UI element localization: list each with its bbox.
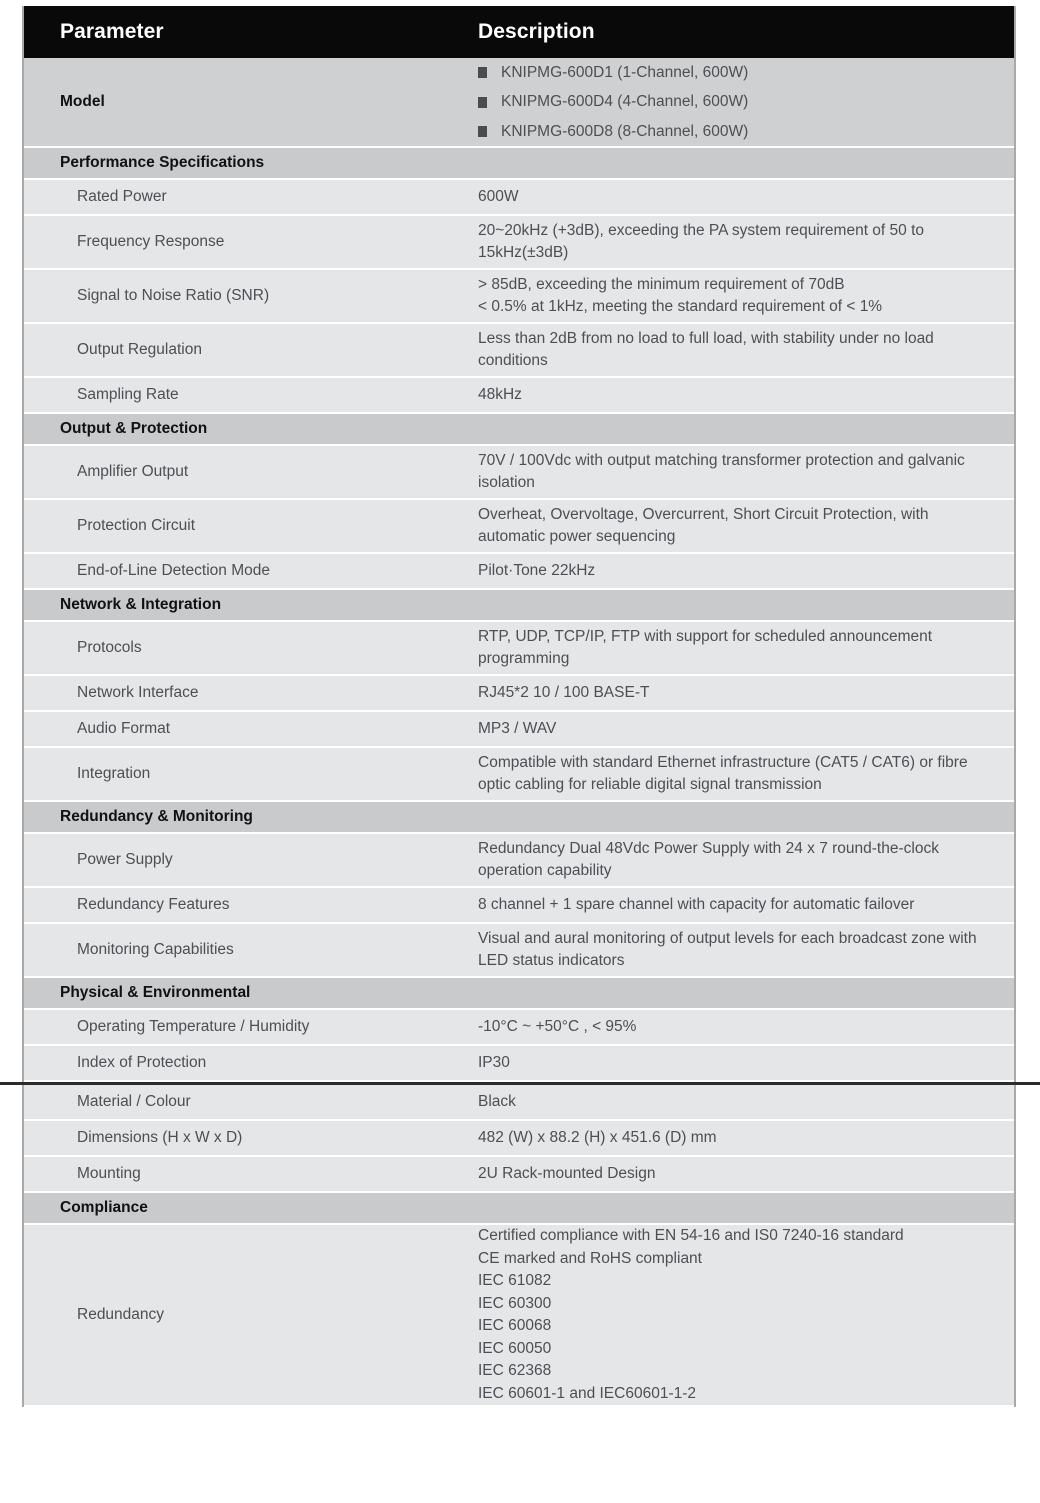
section-header-row (24, 414, 1014, 446)
list-item (478, 87, 988, 116)
row-value-line: CE marked and RoHS compliant (478, 1249, 702, 1267)
row-label: Signal to Noise Ratio (SNR) (77, 287, 270, 305)
row-value-line: IEC 60050 (478, 1339, 552, 1357)
row-value (478, 450, 1014, 495)
table-row (24, 180, 1014, 216)
table-row (24, 888, 1014, 924)
row-value-line: RTP, UDP, TCP/IP, FTP with support for scheduled announcement programming (478, 627, 933, 668)
row-value-line: 600W (478, 188, 519, 206)
section-title: Redundancy & Monitoring (60, 808, 253, 826)
table-row (24, 1010, 1014, 1046)
table-row (24, 216, 1014, 270)
row-value (478, 186, 1014, 208)
table-row (24, 1157, 1014, 1193)
table-row (24, 924, 1014, 978)
model-name: KNIPMG-600D8 (8-Channel, 600W) (501, 122, 749, 140)
row-value (478, 1052, 1014, 1074)
row-label: Integration (77, 765, 151, 783)
row-value (478, 274, 1014, 319)
model-list (478, 58, 988, 146)
row-value (478, 504, 1014, 549)
row-value-line: -10°C ~ +50°C , < 95% (478, 1018, 637, 1036)
row-value-line: 482 (W) x 88.2 (H) x 451.6 (D) mm (478, 1129, 717, 1147)
row-value (478, 838, 1014, 883)
row-label: Dimensions (H x W x D) (77, 1129, 243, 1147)
table-row (24, 554, 1014, 590)
row-label: Rated Power (77, 188, 167, 206)
row-label: Material / Colour (77, 1093, 191, 1111)
row-label: Sampling Rate (77, 386, 179, 404)
model-name: KNIPMG-600D1 (1-Channel, 600W) (501, 64, 749, 81)
row-value-line: IEC 60601-1 and IEC60601-1-2 (478, 1384, 697, 1402)
section-header-row (24, 802, 1014, 834)
row-value-model (478, 58, 1014, 146)
table-row (24, 1046, 1014, 1082)
square-bullet-icon (478, 97, 487, 108)
row-value-line: Redundancy Dual 48Vdc Power Supply with 24 x 7 round-the-clock operation capability (478, 839, 939, 880)
row-value-line: Less than 2dB from no load to full load, with stability under no load conditions (478, 329, 934, 370)
row-value-line: 20~20kHz (+3dB), exceeding the PA system requirement of 50 to 15kHz(±3dB) (478, 221, 925, 262)
table-row (24, 324, 1014, 378)
row-label: Output Regulation (77, 341, 202, 359)
square-bullet-icon (478, 126, 487, 137)
section-header-row (24, 1193, 1014, 1225)
row-value (478, 384, 1014, 406)
row-value-line: IEC 62368 (478, 1362, 552, 1380)
table-row-model (24, 58, 1014, 148)
row-label: Index of Protection (77, 1054, 207, 1072)
table-row (24, 1121, 1014, 1157)
table-row (24, 378, 1014, 414)
row-value (478, 1225, 1014, 1405)
section-title: Compliance (60, 1199, 148, 1217)
list-item (478, 58, 988, 87)
row-label: Power Supply (77, 851, 173, 869)
row-value (478, 752, 1014, 797)
row-value-line: IP30 (478, 1054, 510, 1072)
row-value-line: IEC 61082 (478, 1272, 552, 1290)
section-header-row (24, 590, 1014, 622)
row-value-line: Compatible with standard Ethernet infrastructure (CAT5 / CAT6) or fibre optic cabling for reliable digital signal transmission (478, 753, 968, 794)
row-value-line: Visual and aural monitoring of output levels for each broadcast zone with LED status indicators (478, 929, 977, 970)
section-header-row (24, 148, 1014, 180)
list-item (478, 117, 988, 146)
table-row (24, 712, 1014, 748)
row-value (478, 1016, 1014, 1038)
section-title: Output & Protection (60, 420, 208, 438)
row-value-line: Black (478, 1093, 516, 1111)
row-label: Protection Circuit (77, 517, 196, 535)
row-label: Monitoring Capabilities (77, 941, 234, 959)
table-header-row (24, 6, 1014, 58)
section-header-row (24, 978, 1014, 1010)
row-label: Frequency Response (77, 233, 225, 251)
row-value (478, 682, 1014, 704)
table-row (24, 1225, 1014, 1407)
row-value-line: Pilot·Tone 22kHz (478, 562, 596, 580)
row-value (478, 894, 1014, 916)
row-label: Network Interface (77, 684, 199, 702)
model-name: KNIPMG-600D4 (4-Channel, 600W) (501, 93, 749, 111)
specifications-table (22, 6, 1016, 1407)
row-label: Redundancy Features (77, 896, 230, 914)
row-label: Operating Temperature / Humidity (77, 1018, 310, 1036)
row-value-line: > 85dB, exceeding the minimum requirement of 70dB (478, 275, 845, 293)
section-title: Performance Specifications (60, 154, 265, 172)
row-value-line: Certified compliance with EN 54-16 and IS0 7240-16 standard (478, 1227, 904, 1245)
row-value-line: IEC 60068 (478, 1317, 552, 1335)
table-row (24, 622, 1014, 676)
sections-container (24, 148, 1014, 1407)
row-value (478, 560, 1014, 582)
row-value-line: < 0.5% at 1kHz, meeting the standard requirement of < 1% (478, 298, 883, 316)
table-row (24, 748, 1014, 802)
row-value-line: 48kHz (478, 386, 522, 404)
row-value (478, 328, 1014, 373)
row-value (478, 626, 1014, 671)
table-row (24, 1085, 1014, 1121)
row-value (478, 220, 1014, 265)
row-value-line: Overheat, Overvoltage, Overcurrent, Short Circuit Protection, with automatic power sequencing (478, 505, 929, 546)
column-header-description: Description (478, 20, 595, 43)
row-value (478, 1091, 1014, 1113)
row-value (478, 1127, 1014, 1149)
row-value (478, 928, 1014, 973)
row-value-line: MP3 / WAV (478, 720, 557, 738)
square-bullet-icon (478, 67, 487, 78)
row-value-line: IEC 60300 (478, 1294, 552, 1312)
row-value-line: 8 channel + 1 spare channel with capacity for automatic failover (478, 896, 915, 914)
table-row (24, 500, 1014, 554)
row-value-line: 2U Rack-mounted Design (478, 1165, 656, 1183)
table-row (24, 446, 1014, 500)
row-value (478, 1163, 1014, 1185)
row-label-model: Model (60, 92, 105, 110)
row-label: Audio Format (77, 720, 171, 738)
row-value-line: RJ45*2 10 / 100 BASE-T (478, 684, 650, 702)
column-header-parameter: Parameter (60, 20, 164, 43)
row-value (478, 718, 1014, 740)
row-label: Redundancy (77, 1305, 165, 1323)
section-title: Physical & Environmental (60, 984, 251, 1002)
row-value-line: 70V / 100Vdc with output matching transformer protection and galvanic isolation (478, 451, 965, 492)
table-row (24, 834, 1014, 888)
section-title: Network & Integration (60, 596, 222, 614)
row-label: End-of-Line Detection Mode (77, 562, 271, 580)
row-label: Amplifier Output (77, 463, 189, 481)
row-label: Protocols (77, 639, 142, 657)
table-row (24, 270, 1014, 324)
table-row (24, 676, 1014, 712)
row-label: Mounting (77, 1165, 141, 1183)
